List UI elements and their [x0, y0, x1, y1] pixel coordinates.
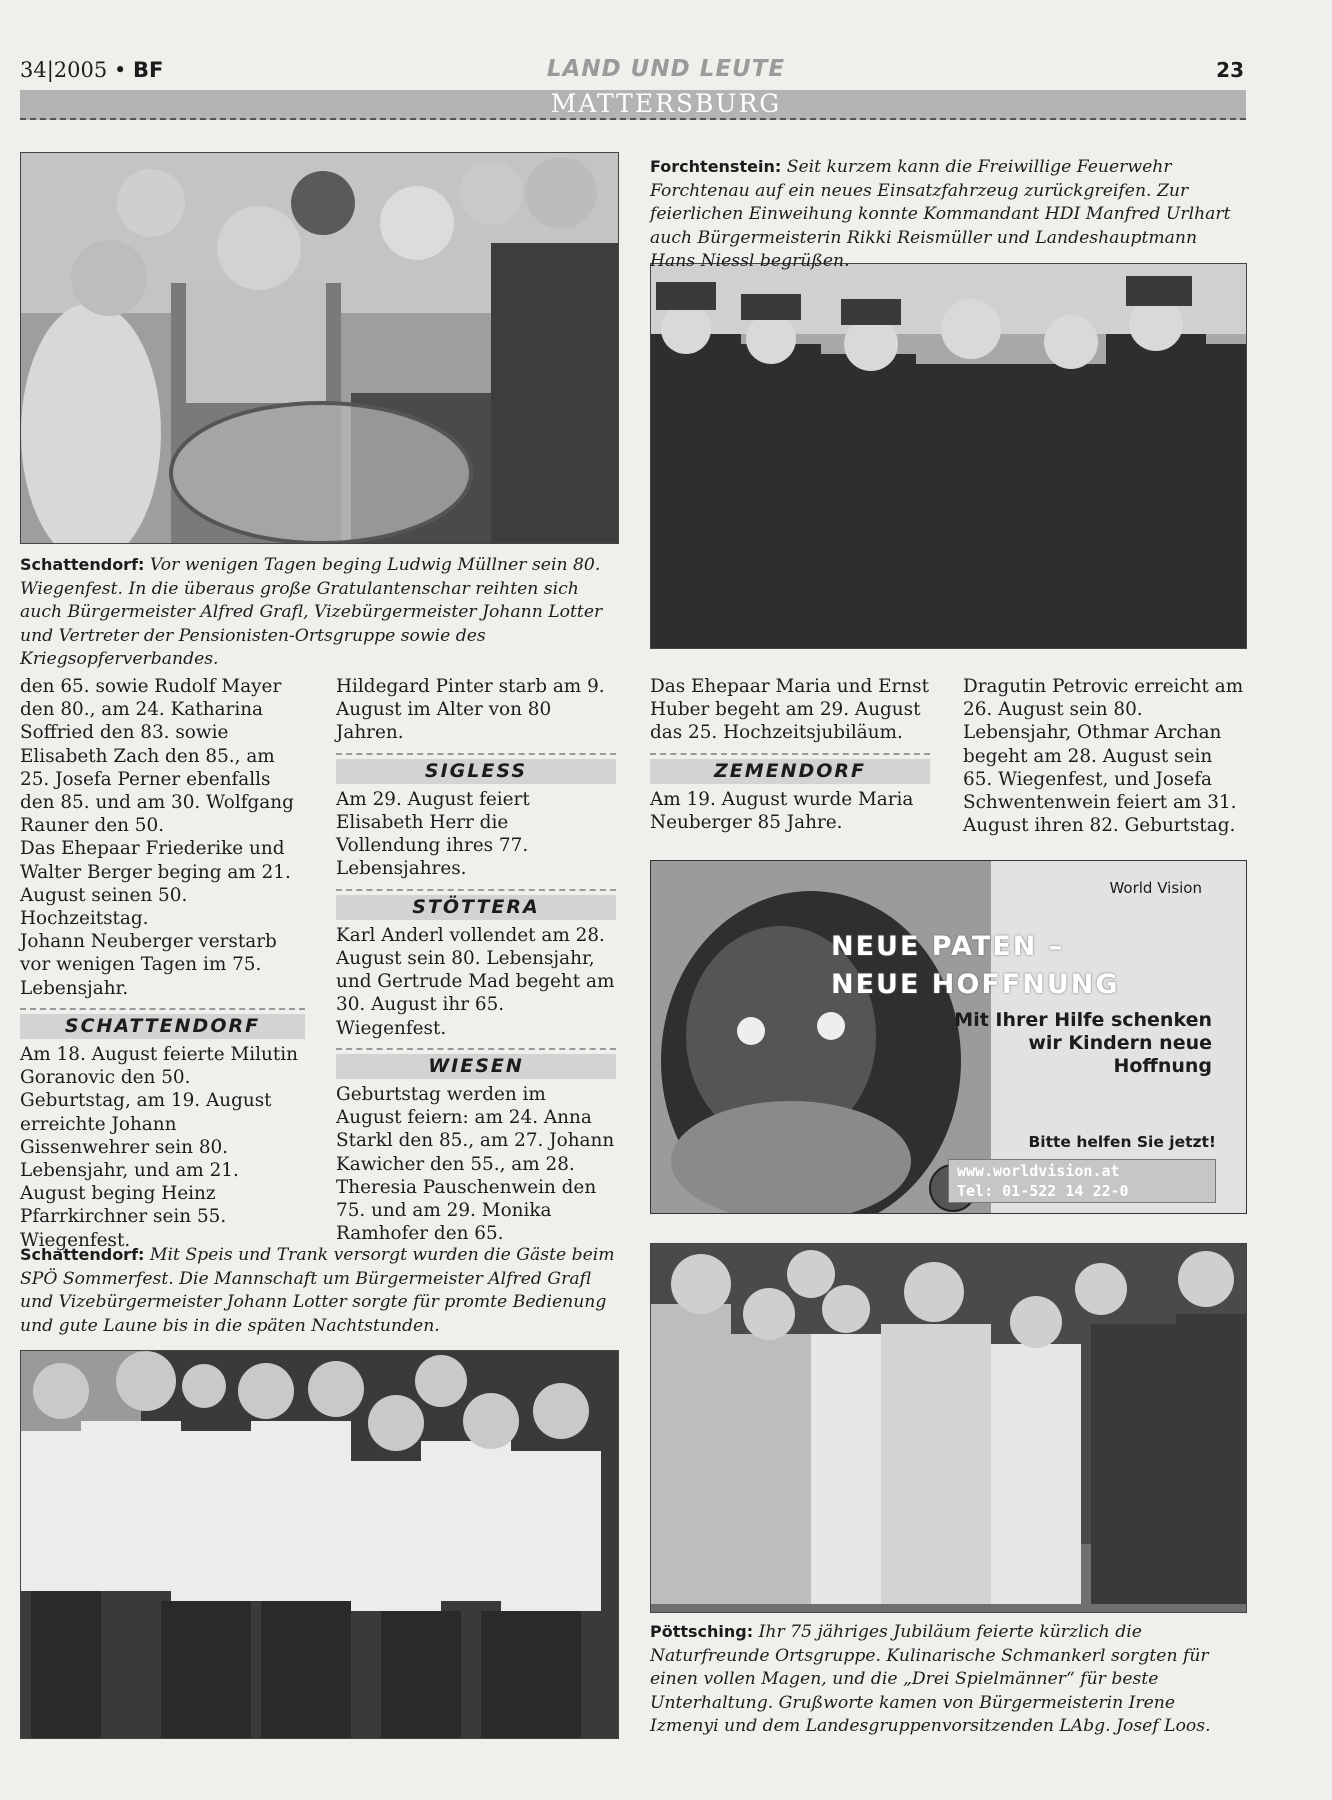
- paragraph: Das Ehepaar Maria und Ernst Huber begeht am 29. August das 25. Hochzeitsjubiläum.: [650, 676, 929, 744]
- caption-schattendorf-summerfest: Schattendorf: Mit Speis und Trank versorgt wurden die Gäste beim SPÖ Sommerfest. Die Mannschaft um Bürgermeister Alfred Grafl und Vizebürgermeister Johann Lotter sorgte für promte Bedienung und gute Laune bis in die späten Nachtstunden.: [20, 1245, 615, 1336]
- caption-poettsching: Pöttsching: Ihr 75 jähriges Jubiläum feierte kürzlich die Naturfreunde Ortsgruppe. Kulinarische Schmankerl sorgten für einen vollen Magen, und die „Drei Spielmänner“ für beste Unterhaltung. Grußworte kamen von Bürgermeisterin Irene Izmenyi und dem Landesgruppenvorsitzenden LAbg. Josef Loos.: [650, 1622, 1211, 1736]
- region-title: MATTERSBURG: [550, 89, 782, 118]
- photo-poettsching-anniversary: [650, 1243, 1247, 1613]
- ad-call-to-action: Bitte helfen Sie jetzt!: [1028, 1133, 1216, 1151]
- paragraph: Am 19. August wurde Maria Neuberger 85 Jahre.: [650, 788, 914, 834]
- world-vision-logo: World Vision: [1109, 879, 1202, 897]
- paragraph: Das Ehepaar Friederike und Walter Berger beging am 21. August seinen 50. Hochzeitstag.: [20, 838, 291, 930]
- ad-url: www.worldvision.at: [957, 1162, 1120, 1180]
- world-vision-ad: [650, 860, 1247, 1214]
- paragraph: Karl Anderl vollendet am 28. August sein 80. Lebensjahr, und Gertrude Mad begeht am 30. August ihr 65. Wiegenfest.: [336, 924, 615, 1039]
- ad-contact-box: [948, 1159, 1216, 1203]
- photo-schattendorf-birthday: [20, 152, 619, 544]
- page-number: 23: [1216, 58, 1244, 82]
- paragraph: Johann Neuberger verstarb vor wenigen Tagen im 75. Lebensjahr.: [20, 931, 277, 999]
- paragraph: Am 29. August feiert Elisabeth Herr die Vollendung ihres 77. Lebensjahres.: [336, 788, 530, 880]
- photo-forchtenstein-firefighters: [650, 263, 1247, 649]
- publication-brand: BF: [133, 58, 164, 82]
- article-column-2: [336, 675, 616, 1245]
- section-header-sigless: SIGLESS: [336, 753, 616, 784]
- issue-number: 34|2005 • BF: [20, 58, 164, 82]
- caption-forchtenstein: Forchtenstein: Seit kurzem kann die Freiwillige Feuerwehr Forchtenau auf ein neues Einsatzfahrzeug zurückgreifen. Zur feierlichen Einweihung konnte Kommandant HDI Manfred Urlhart auch Bürgermeisterin Rikki Reismüller und Landeshauptmann Hans Niessl begrüßen.: [650, 157, 1231, 271]
- ad-body-text: Mit Ihrer Hilfe schenken wir Kindern neue Hoffnung: [954, 1009, 1212, 1077]
- paragraph: Hildegard Pinter starb am 9. August im Alter von 80 Jahren.: [336, 676, 605, 744]
- section-header-wiesen: WIESEN: [336, 1048, 616, 1079]
- section-header-schattendorf: SCHATTENDORF: [20, 1008, 305, 1039]
- paragraph: Am 18. August feierte Milutin Goranovic den 50. Geburtstag, am 19. August erreichte Johann Gissenwehrer sein 80. Lebensjahr, und am 21. August beging Heinz Pfarrkirchner sein 55. Wiegenfest.: [20, 1044, 298, 1251]
- paragraph: Dragutin Petrovic erreicht am 26. August sein 80. Lebensjahr, Othmar Archan begeht am 28. August sein 65. Wiegenfest, und Josefa Schwentenwein feiert am 31. August ihren 82. Geburtstag.: [963, 676, 1244, 837]
- ad-headline-1: NEUE PATEN –: [831, 931, 1065, 962]
- article-column-1: [20, 675, 305, 1252]
- child-photo: [651, 861, 991, 1213]
- section-header-stoettera: STÖTTERA: [336, 889, 616, 920]
- section-kicker: LAND UND LEUTE: [546, 56, 786, 82]
- paragraph: den 65. sowie Rudolf Mayer den 80., am 24. Katharina Soffried den 83. sowie Elisabeth Zach den 85., am 25. Josefa Perner ebenfalls den 85. und am 30. Wolfgang Rauner den 50.: [20, 676, 294, 837]
- paragraph: Geburtstag werden im August feiern: am 24. Anna Starkl den 85., am 27. Johann Kawicher den 55., am 28. Theresia Pauschenwein den 75. und am 29. Monika Ramhofer den 65.: [336, 1084, 615, 1245]
- ad-headline-2: NEUE HOFFNUNG: [831, 969, 1120, 1000]
- article-column-4: [963, 675, 1245, 837]
- section-header-zemendorf: ZEMENDORF: [650, 753, 930, 784]
- photo-schattendorf-summerfest: [20, 1350, 619, 1739]
- ad-phone: Tel: 01-522 14 22-0: [957, 1182, 1129, 1200]
- caption-schattendorf-birthday: Schattendorf: Vor wenigen Tagen beging Ludwig Müllner sein 80. Wiegenfest. In die überaus große Gratulantenschar reihten sich auch Bürgermeister Alfred Grafl, Vizebürgermeister Johann Lotter und Vertreter der Pensionisten-Ortsgruppe sowie des Kriegsopferverbandes.: [20, 555, 603, 669]
- article-column-3: [650, 675, 930, 834]
